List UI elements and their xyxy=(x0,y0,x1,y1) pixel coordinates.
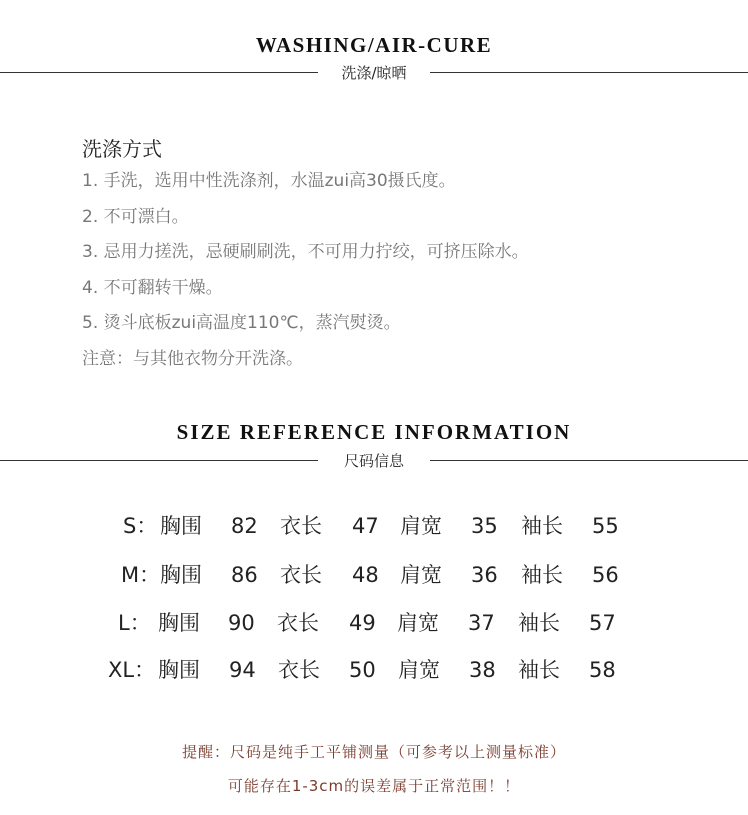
shoulder-value: 36 xyxy=(471,563,498,587)
size-title: SIZE REFERENCE INFORMATION xyxy=(176,420,572,444)
size-label: L： xyxy=(118,611,151,635)
sleeve-value: 57 xyxy=(589,611,616,635)
size-subtitle: 尺码信息 xyxy=(343,452,404,470)
care-item: 5. 烫斗底板zui高温度110℃，蒸汽熨烫。 xyxy=(82,313,401,333)
shoulder-label: 肩宽 xyxy=(400,563,442,587)
washing-title: WASHING/AIR-CURE xyxy=(255,33,493,57)
chest-label: 胸围 xyxy=(160,563,202,587)
sleeve-value: 58 xyxy=(589,658,616,682)
washing-heading: 洗涤方式 xyxy=(82,137,162,161)
size-row-xl xyxy=(0,653,748,687)
error-range-note: 可能存在1-3cm的误差属于正常范围！！ xyxy=(227,777,521,795)
size-label: M： xyxy=(121,563,161,587)
size-label: XL： xyxy=(108,658,156,682)
length-label: 衣长 xyxy=(280,514,322,538)
shoulder-value: 38 xyxy=(469,658,496,682)
shoulder-label: 肩宽 xyxy=(397,611,439,635)
length-value: 50 xyxy=(349,658,376,682)
length-value: 47 xyxy=(352,514,379,538)
chest-label: 胸围 xyxy=(158,658,200,682)
chest-label: 胸围 xyxy=(160,514,202,538)
washing-instructions xyxy=(82,134,529,377)
sleeve-label: 袖长 xyxy=(518,611,560,635)
measurement-reminder: 提醒：尺码是纯手工平铺测量（可参考以上测量标准） xyxy=(181,743,566,761)
size-row-m xyxy=(0,558,748,592)
care-item: 3. 忌用力搓洗，忌硬刷刷洗，不可用力拧绞，可挤压除水。 xyxy=(82,242,529,262)
chest-value: 94 xyxy=(229,658,256,682)
length-label: 衣长 xyxy=(277,611,319,635)
sleeve-value: 56 xyxy=(592,563,619,587)
chest-value: 82 xyxy=(231,514,258,538)
length-value: 48 xyxy=(352,563,379,587)
size-row-s xyxy=(0,509,748,543)
sleeve-value: 55 xyxy=(592,514,619,538)
length-label: 衣长 xyxy=(280,563,322,587)
size-label: S： xyxy=(123,514,158,538)
size-row-l xyxy=(0,606,748,640)
shoulder-label: 肩宽 xyxy=(398,658,440,682)
sleeve-label: 袖长 xyxy=(518,658,560,682)
care-item: 4. 不可翻转干燥。 xyxy=(82,277,223,298)
chest-value: 86 xyxy=(231,563,258,587)
care-note: 注意：与其他衣物分开洗涤。 xyxy=(82,348,303,369)
shoulder-value: 35 xyxy=(471,514,498,538)
sleeve-label: 袖长 xyxy=(521,514,563,538)
sleeve-label: 袖长 xyxy=(521,563,563,587)
shoulder-label: 肩宽 xyxy=(400,514,442,538)
shoulder-value: 37 xyxy=(468,611,495,635)
washing-subtitle: 洗涤/晾晒 xyxy=(341,64,407,82)
chest-value: 90 xyxy=(228,611,255,635)
length-label: 衣长 xyxy=(278,658,320,682)
care-item: 2. 不可漂白。 xyxy=(82,206,189,227)
length-value: 49 xyxy=(349,611,376,635)
chest-label: 胸围 xyxy=(158,611,200,635)
care-item: 1. 手洗，选用中性洗涤剂，水温zui高30摄氏度。 xyxy=(82,171,456,191)
